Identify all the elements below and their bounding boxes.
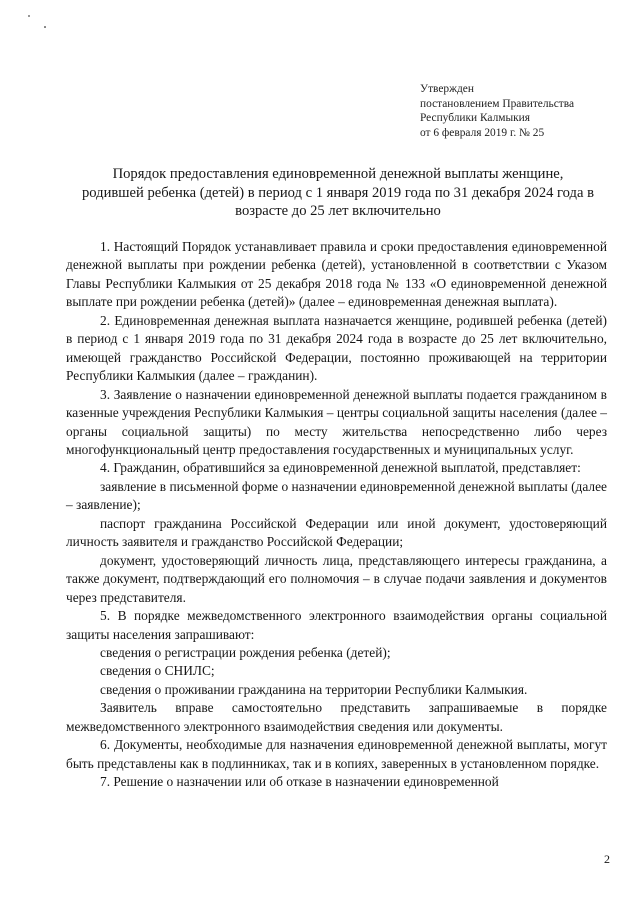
scan-speck	[28, 15, 30, 17]
paragraph-5-item-snils: сведения о СНИЛС;	[100, 663, 215, 679]
approval-block	[420, 82, 630, 140]
approval-line: Республики Калмыкия	[420, 112, 531, 125]
document-title	[60, 165, 616, 221]
page-number: 2	[604, 852, 610, 866]
paragraph-6: 6. Документы, необходимые для назначения единовременной денежной выплаты, могут быть представлены как в подлинниках, так и в копиях, заверенных в установленном порядке.	[66, 737, 607, 771]
paragraph-1: 1. Настоящий Порядок устанавливает правила и сроки предоставления единовременной денежной выплаты при рождении ребенка (детей), установленной в соответствии с Указом Главы Республики Калмыкия от 25 декабря 2018 года № 133 «О единовременной денежной выплате при рождении ребенка (детей)» (далее – единовременная денежная выплата).	[66, 239, 607, 310]
approval-line: постановлением Правительства	[420, 97, 575, 110]
paragraph-4-item-application: заявление в письменной форме о назначении единовременной денежной выплаты (далее – заявление);	[66, 478, 607, 513]
approval-line: от 6 февраля 2019 г. № 25	[420, 126, 545, 139]
paragraph-3: 3. Заявление о назначении единовременной денежной выплаты подается гражданином в казенные учреждения Республики Калмыкия – центры социальной защиты населения (далее – органы социальной защиты) по месту жительства непосредственно либо через многофункциональный центр предоставления государственных и муниципальных услуг.	[66, 386, 607, 457]
title-line: Порядок предоставления единовременной денежной выплаты женщине,	[112, 166, 564, 182]
paragraph-applicant-right: Заявитель вправе самостоятельно представить запрашиваемые в порядке межведомственного электронного взаимодействия сведения или документы.	[66, 700, 607, 734]
document-body	[66, 238, 607, 792]
approval-line: Утвержден	[420, 83, 474, 95]
paragraph-5-item-birth: сведения о регистрации рождения ребенка (детей);	[100, 644, 391, 660]
paragraph-4: 4. Гражданин, обратившийся за единовременной денежной выплатой, представляет:	[100, 460, 581, 476]
paragraph-2: 2. Единовременная денежная выплата назначается женщине, родившей ребенка (детей) в период с 1 января 2019 года по 31 декабря 2024 года в возрасте до 25 лет включительно, имеющей гражданство Российской Федерации, постоянно проживающей на территории Республики Калмыкия (далее – гражданин).	[66, 312, 607, 384]
title-line: возрасте до 25 лет включительно	[235, 203, 441, 220]
paragraph-4-item-passport: паспорт гражданина Российской Федерации или иной документ, удостоверяющий личность заявителя и гражданство Российской Федерации;	[66, 515, 607, 550]
paragraph-5-item-residence: сведения о проживании гражданина на территории Республики Калмыкия.	[100, 681, 528, 697]
paragraph-4-item-representative: документ, удостоверяющий личность лица, представляющего интересы гражданина, а также документ, подтверждающий его полномочия – в случае подачи заявления и документов через представителя.	[66, 552, 607, 605]
paragraph-7: 7. Решение о назначении или об отказе в назначении единовременной	[100, 774, 499, 790]
paragraph-5: 5. В порядке межведомственного электронного взаимодействия органы социальной защиты населения запрашивают:	[66, 608, 607, 642]
scan-speck	[44, 26, 46, 28]
title-line: родившей ребенка (детей) в период с 1 января 2019 года по 31 декабря 2024 года в	[82, 184, 594, 201]
